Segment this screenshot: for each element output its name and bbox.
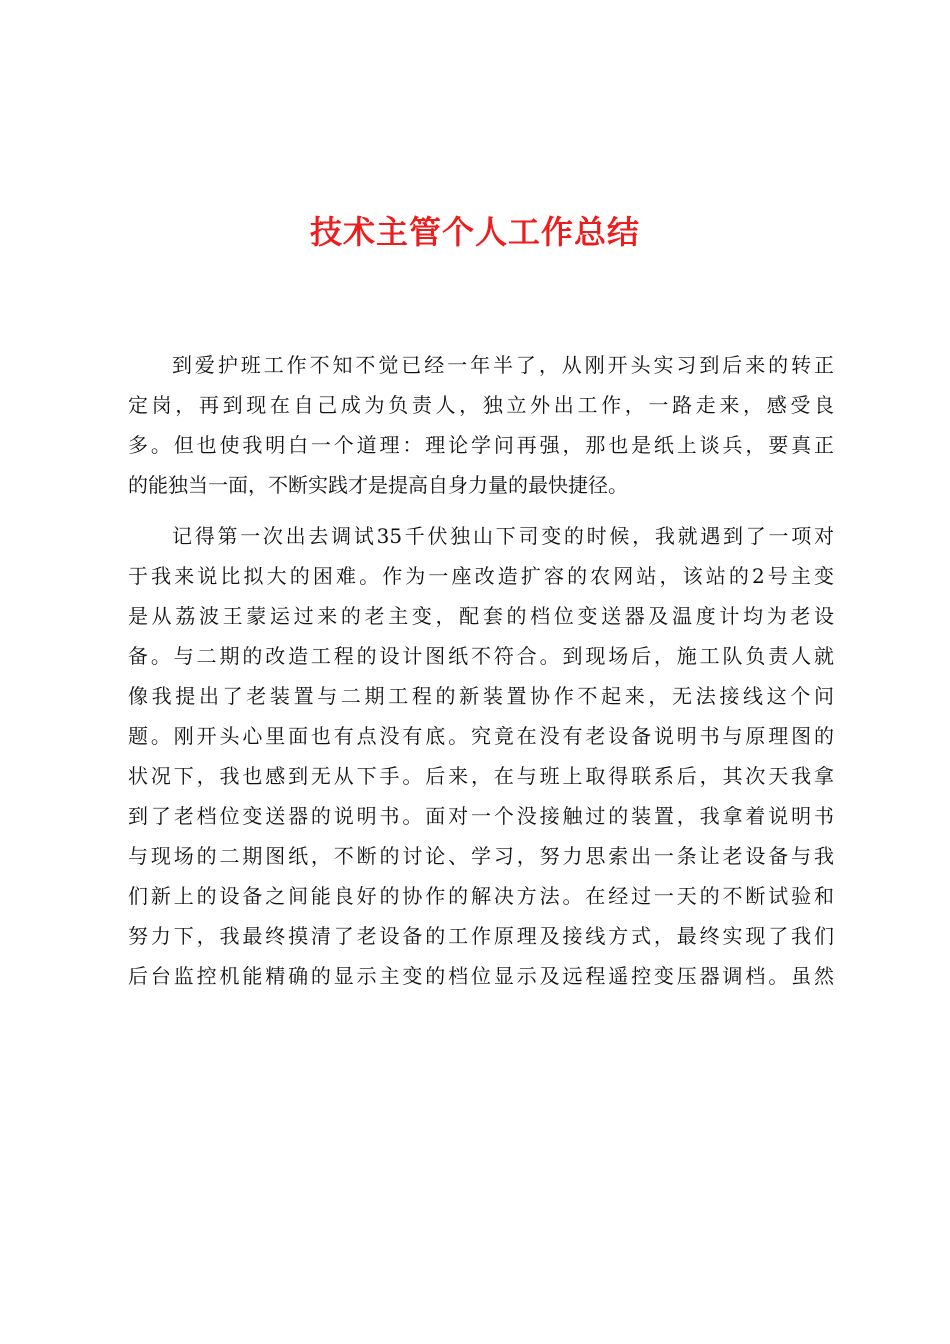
text-line: 记得第一次出去调试35千伏独山下司变的时候，我就遇到了一项对	[172, 524, 834, 548]
text-line: 努力下，我最终摸清了老设备的工作原理及接线方式，最终实现了我们	[128, 924, 834, 948]
text-line: 是从荔波王蒙运过来的老主变，配套的档位变送器及温度计均为老设	[128, 604, 834, 628]
text-line: 定岗，再到现在自己成为负责人，独立外出工作，一路走来，感受良	[128, 393, 834, 417]
text-line: 备。与二期的改造工程的设计图纸不符合。到现场后，施工队负责人就	[128, 644, 834, 668]
document-title: 技术主管个人工作总结	[309, 213, 640, 251]
text-line: 的能独当一面，不断实践才是提高自身力量的最快捷径。	[128, 473, 628, 497]
text-line: 与现场的二期图纸，不断的讨论、学习，努力思索出一条让老设备与我	[128, 844, 834, 868]
text-line: 像我提出了老装置与二期工程的新装置协作不起来，无法接线这个问	[128, 684, 834, 708]
paragraph-2	[128, 516, 834, 996]
text-line: 多。但也使我明白一个道理：理论学问再强，那也是纸上谈兵，要真正	[128, 433, 834, 457]
text-line: 们新上的设备之间能良好的协作的解决方法。在经过一天的不断试验和	[128, 884, 834, 908]
text-line: 到了老档位变送器的说明书。面对一个没接触过的装置，我拿着说明书	[128, 804, 834, 828]
text-line: 后台监控机能精确的显示主变的档位显示及远程遥控变压器调档。虽然	[128, 964, 834, 988]
text-line: 状况下，我也感到无从下手。后来，在与班上取得联系后，其次天我拿	[128, 764, 834, 788]
document-body	[128, 345, 834, 996]
paragraph-1	[128, 345, 834, 505]
text-line: 于我来说比拟大的困难。作为一座改造扩容的农网站，该站的2号主变	[128, 564, 834, 588]
text-line: 到爱护班工作不知不觉已经一年半了，从刚开头实习到后来的转正	[172, 353, 834, 377]
text-line: 题。刚开头心里面也有点没有底。究竟在没有老设备说明书与原理图的	[128, 724, 834, 748]
